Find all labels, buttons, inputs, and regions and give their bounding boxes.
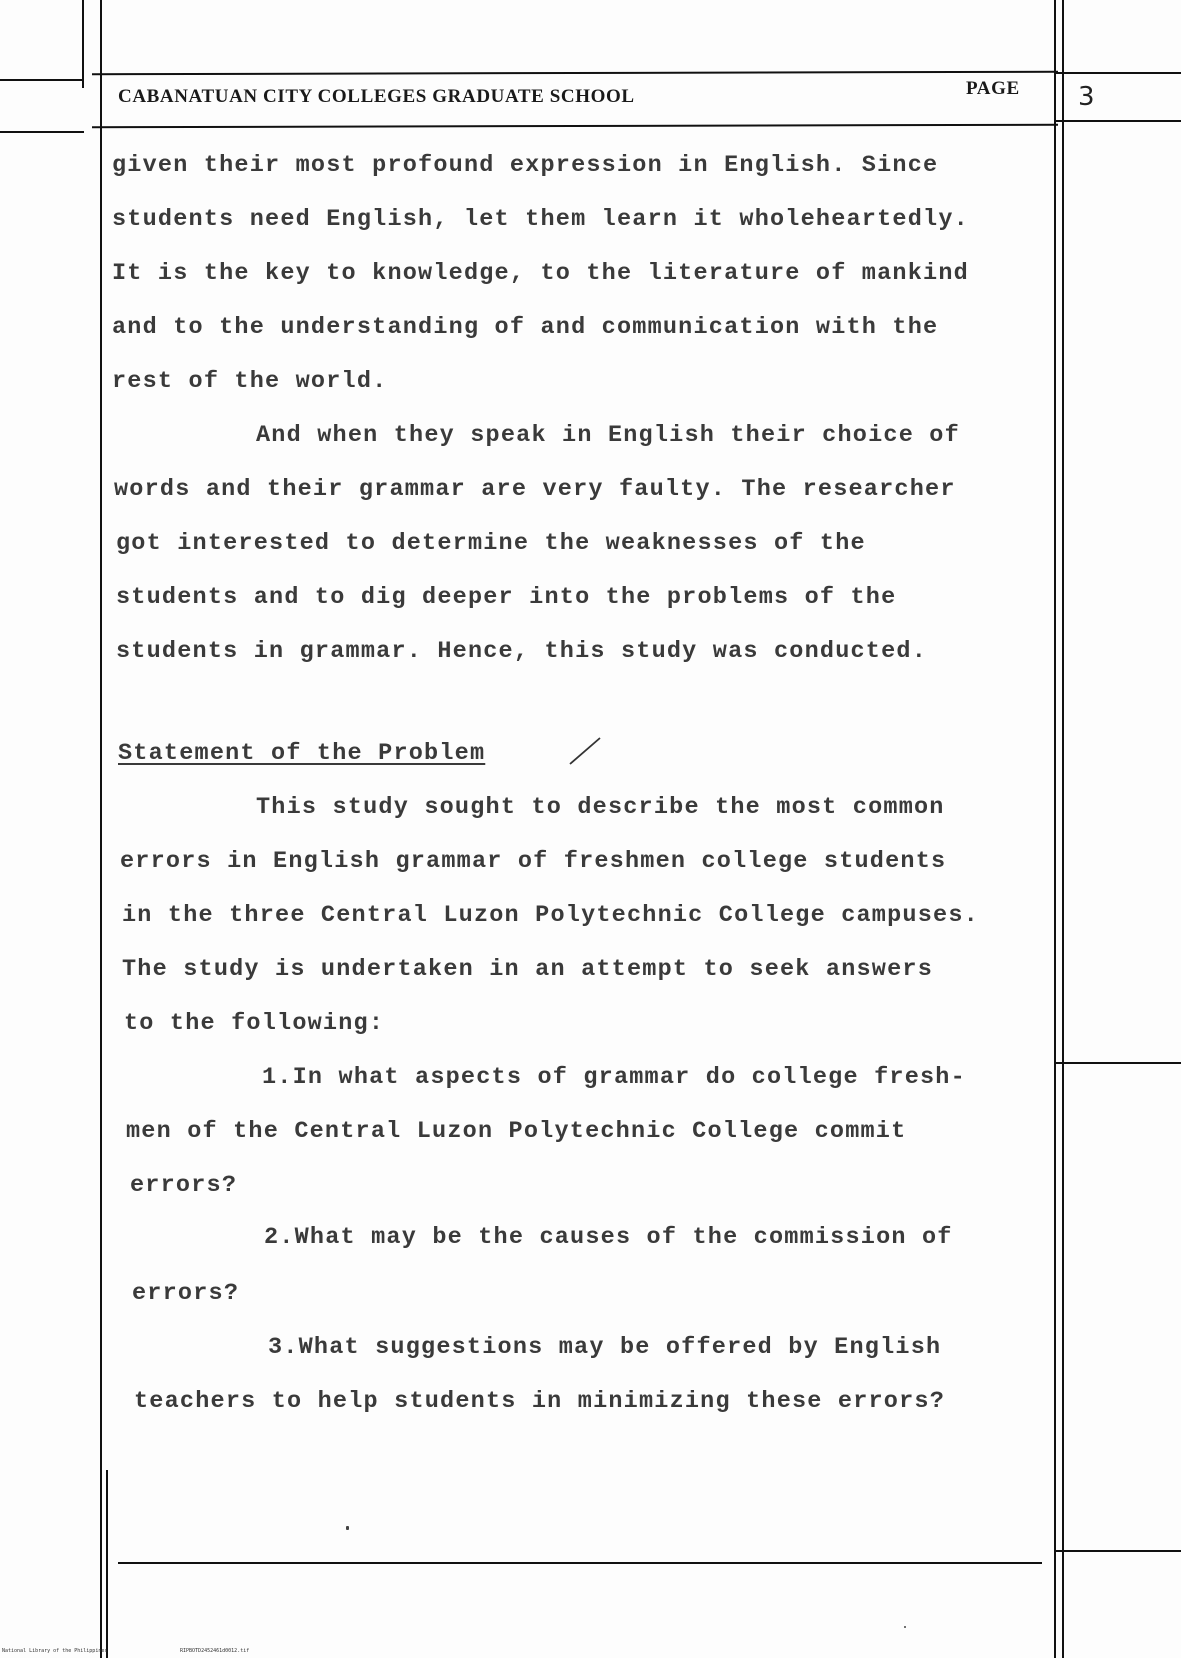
institution-title: CABANATUAN CITY COLLEGES GRADUATE SCHOOL <box>118 86 635 107</box>
paragraph-3-line-4: The study is undertaken in an attempt to seek answers <box>122 956 934 983</box>
paragraph-3-line-2: errors in English grammar of freshmen college students <box>120 848 947 875</box>
footer-rule <box>118 1562 1042 1564</box>
paragraph-2-line-2: words and their grammar are very faulty. The researcher <box>114 476 956 503</box>
scan-speck <box>346 1526 349 1530</box>
right-stub-rule-bottom <box>1056 120 1181 122</box>
paragraph-3-line-3: in the three Central Luzon Polytechnic College campuses. <box>122 902 979 929</box>
paragraph-3-line-1: This study sought to describe the most common <box>256 794 945 821</box>
question-1-line-1: 1.In what aspects of grammar do college fresh- <box>262 1064 966 1091</box>
header-top-rule <box>92 71 1058 76</box>
right-outer-line <box>1062 0 1064 1658</box>
paragraph-2-line-3: got interested to determine the weaknesses of the <box>116 530 866 557</box>
left-outer-line <box>106 1470 108 1658</box>
page-label: PAGE <box>966 78 1020 99</box>
section-heading: Statement of the Problem <box>118 740 486 767</box>
page-number: 3 <box>1078 82 1095 112</box>
right-stub-rule-top <box>1056 72 1181 74</box>
paragraph-1-line-5: rest of the world. <box>112 368 388 395</box>
right-stub-rule-lower <box>1056 1550 1181 1552</box>
right-margin-line <box>1054 0 1056 1658</box>
left-border-line <box>82 0 84 88</box>
footer-library-label: National Library of the Philippines <box>2 1648 108 1654</box>
question-2-line-2: errors? <box>132 1280 240 1307</box>
paragraph-1-line-2: students need English, let them learn it wholeheartedly. <box>112 206 969 233</box>
paragraph-1-line-1: given their most profound expression in English. Since <box>112 152 939 179</box>
pen-check-mark <box>568 736 602 766</box>
footer-file-id: RIPBOTD2452461d0012.tif <box>180 1648 250 1654</box>
paragraph-2-line-4: students and to dig deeper into the problems of the <box>116 584 897 611</box>
left-stub-rule-bottom <box>0 131 84 133</box>
question-2-line-1: 2.What may be the causes of the commission of <box>264 1224 953 1251</box>
question-1-line-3: errors? <box>130 1172 238 1199</box>
question-1-line-2: men of the Central Luzon Polytechnic College commit <box>126 1118 907 1145</box>
question-3-line-2: teachers to help students in minimizing these errors? <box>134 1388 946 1415</box>
scan-speck <box>904 1626 906 1628</box>
question-3-line-1: 3.What suggestions may be offered by English <box>268 1334 942 1361</box>
paragraph-2-line-1: And when they speak in English their choice of <box>256 422 960 449</box>
paragraph-2-line-5: students in grammar. Hence, this study was conducted. <box>116 638 928 665</box>
paragraph-1-line-3: It is the key to knowledge, to the literature of mankind <box>112 260 969 287</box>
left-margin-line <box>100 0 102 1658</box>
left-stub-rule-top <box>0 79 84 81</box>
header-bottom-rule <box>92 124 1058 129</box>
paragraph-1-line-4: and to the understanding of and communication with the <box>112 314 939 341</box>
right-stub-rule-middle <box>1056 1062 1181 1064</box>
paragraph-3-line-5: to the following: <box>124 1010 385 1037</box>
